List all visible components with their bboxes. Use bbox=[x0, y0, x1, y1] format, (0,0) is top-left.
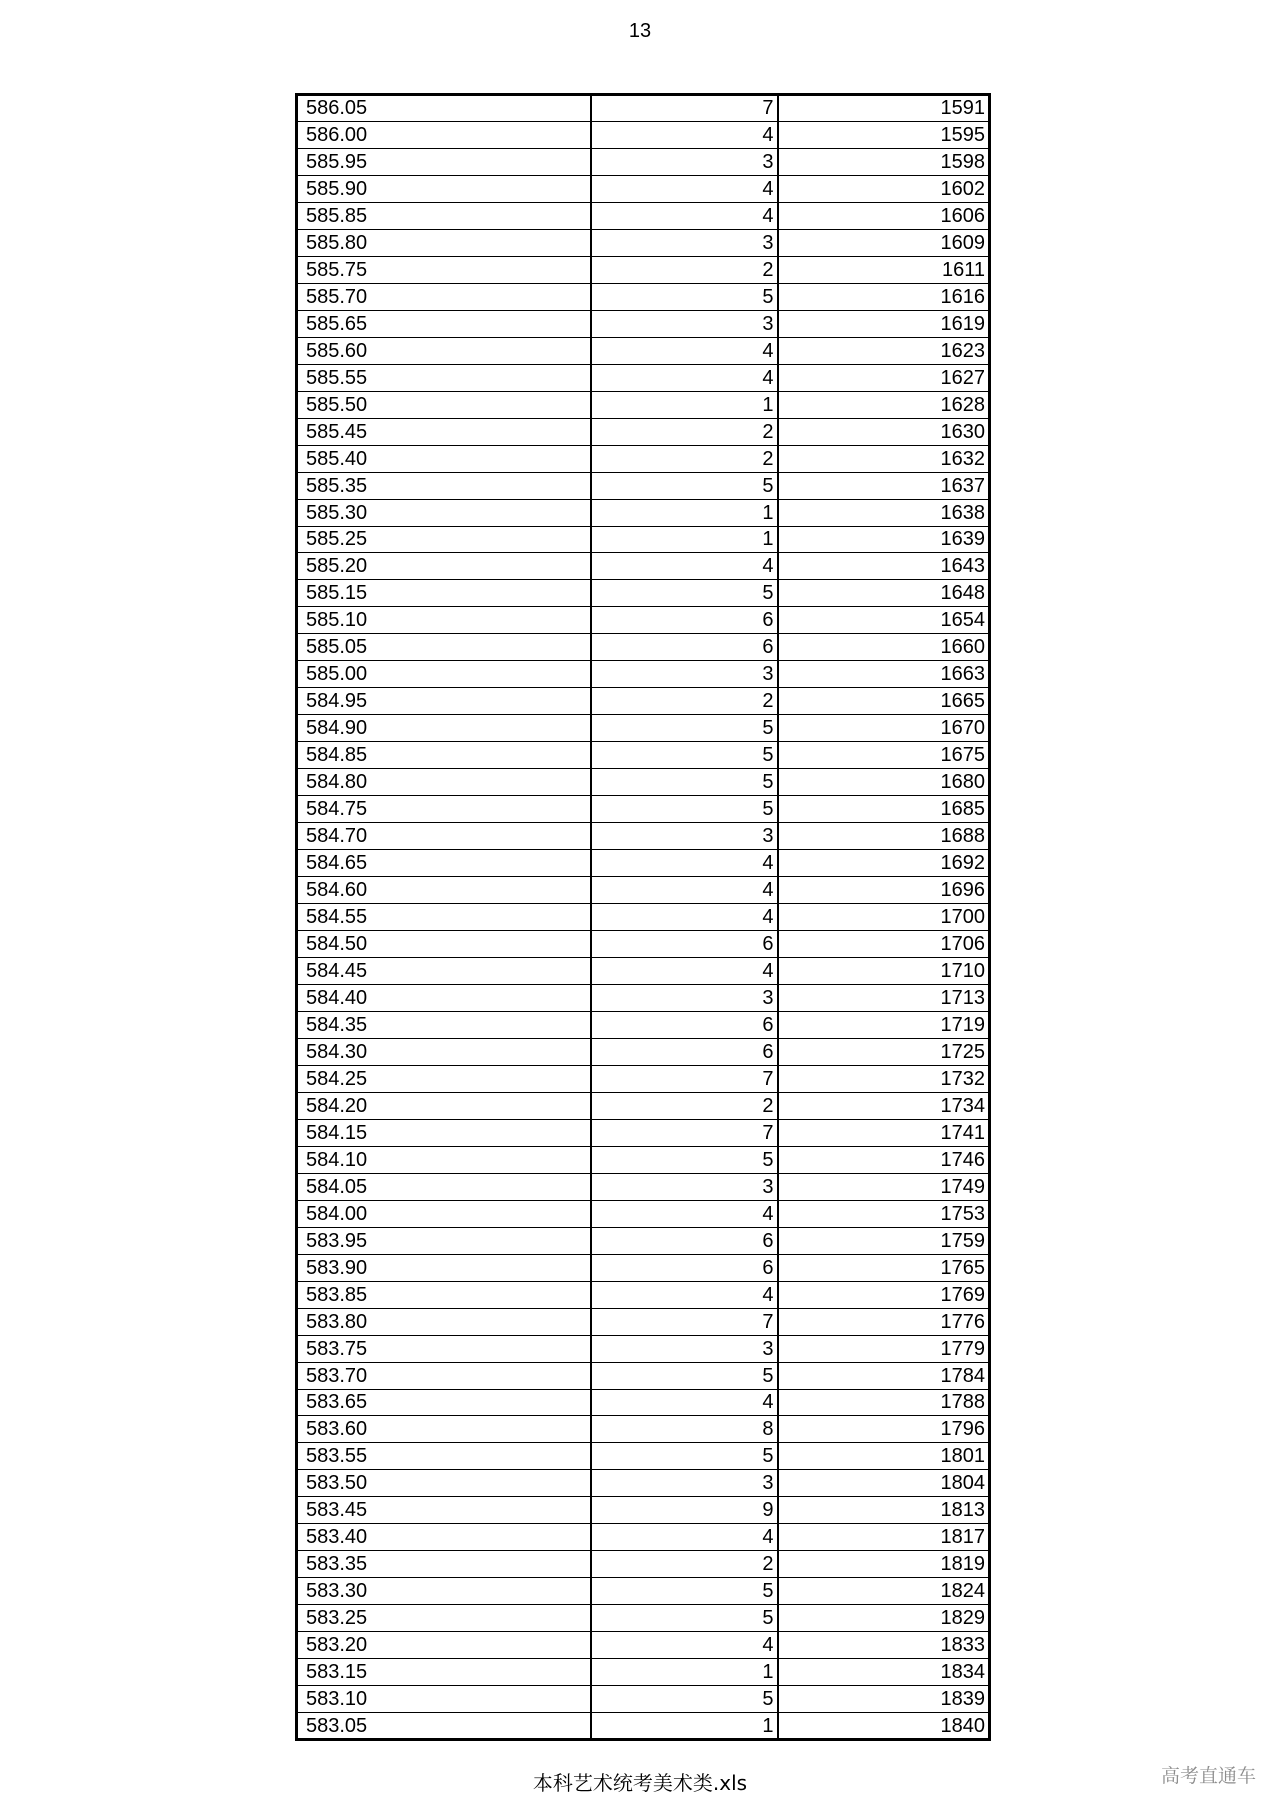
count-cell: 6 bbox=[591, 931, 778, 958]
count-cell: 1 bbox=[591, 1659, 778, 1686]
table-row bbox=[297, 1470, 990, 1497]
table-row bbox=[297, 95, 990, 122]
score-cell: 584.15 bbox=[297, 1119, 591, 1146]
cumulative-count-cell: 1801 bbox=[778, 1443, 990, 1470]
score-cell: 583.55 bbox=[297, 1443, 591, 1470]
score-cell: 585.50 bbox=[297, 391, 591, 418]
cumulative-count-cell: 1602 bbox=[778, 175, 990, 202]
table-row bbox=[297, 121, 990, 148]
cumulative-count-cell: 1627 bbox=[778, 364, 990, 391]
count-cell: 5 bbox=[591, 1686, 778, 1713]
score-cell: 584.50 bbox=[297, 931, 591, 958]
table-row bbox=[297, 607, 990, 634]
cumulative-count-cell: 1746 bbox=[778, 1146, 990, 1173]
count-cell: 5 bbox=[591, 283, 778, 310]
count-cell: 5 bbox=[591, 1578, 778, 1605]
count-cell: 4 bbox=[591, 850, 778, 877]
table-row bbox=[297, 364, 990, 391]
cumulative-count-cell: 1819 bbox=[778, 1551, 990, 1578]
count-cell: 1 bbox=[591, 526, 778, 553]
cumulative-count-cell: 1741 bbox=[778, 1119, 990, 1146]
score-distribution-table bbox=[295, 93, 991, 1741]
table-row bbox=[297, 1659, 990, 1686]
table-row bbox=[297, 418, 990, 445]
score-cell: 585.55 bbox=[297, 364, 591, 391]
count-cell: 2 bbox=[591, 1551, 778, 1578]
count-cell: 1 bbox=[591, 391, 778, 418]
count-cell: 2 bbox=[591, 256, 778, 283]
cumulative-count-cell: 1675 bbox=[778, 742, 990, 769]
score-cell: 584.00 bbox=[297, 1200, 591, 1227]
count-cell: 5 bbox=[591, 742, 778, 769]
score-cell: 583.30 bbox=[297, 1578, 591, 1605]
cumulative-count-cell: 1833 bbox=[778, 1632, 990, 1659]
score-cell: 585.15 bbox=[297, 580, 591, 607]
cumulative-count-cell: 1779 bbox=[778, 1335, 990, 1362]
score-cell: 583.75 bbox=[297, 1335, 591, 1362]
cumulative-count-cell: 1598 bbox=[778, 148, 990, 175]
count-cell: 2 bbox=[591, 1092, 778, 1119]
score-cell: 584.20 bbox=[297, 1092, 591, 1119]
table-row bbox=[297, 337, 990, 364]
table-row bbox=[297, 175, 990, 202]
table-row bbox=[297, 499, 990, 526]
count-cell: 5 bbox=[591, 796, 778, 823]
score-cell: 584.25 bbox=[297, 1065, 591, 1092]
score-cell: 583.95 bbox=[297, 1227, 591, 1254]
count-cell: 9 bbox=[591, 1497, 778, 1524]
cumulative-count-cell: 1776 bbox=[778, 1308, 990, 1335]
cumulative-count-cell: 1628 bbox=[778, 391, 990, 418]
score-cell: 585.75 bbox=[297, 256, 591, 283]
cumulative-count-cell: 1710 bbox=[778, 958, 990, 985]
table-row bbox=[297, 1335, 990, 1362]
cumulative-count-cell: 1713 bbox=[778, 984, 990, 1011]
score-cell: 585.45 bbox=[297, 418, 591, 445]
count-cell: 8 bbox=[591, 1416, 778, 1443]
score-cell: 583.80 bbox=[297, 1308, 591, 1335]
count-cell: 5 bbox=[591, 1362, 778, 1389]
score-cell: 583.25 bbox=[297, 1605, 591, 1632]
count-cell: 4 bbox=[591, 1389, 778, 1416]
cumulative-count-cell: 1759 bbox=[778, 1227, 990, 1254]
cumulative-count-cell: 1665 bbox=[778, 688, 990, 715]
count-cell: 4 bbox=[591, 1200, 778, 1227]
count-cell: 3 bbox=[591, 1173, 778, 1200]
table-row bbox=[297, 202, 990, 229]
table-row bbox=[297, 1254, 990, 1281]
score-cell: 584.85 bbox=[297, 742, 591, 769]
score-cell: 586.00 bbox=[297, 121, 591, 148]
table-row bbox=[297, 256, 990, 283]
cumulative-count-cell: 1609 bbox=[778, 229, 990, 256]
cumulative-count-cell: 1700 bbox=[778, 904, 990, 931]
count-cell: 3 bbox=[591, 1335, 778, 1362]
count-cell: 1 bbox=[591, 499, 778, 526]
score-cell: 584.75 bbox=[297, 796, 591, 823]
table-row bbox=[297, 1227, 990, 1254]
score-cell: 584.55 bbox=[297, 904, 591, 931]
score-cell: 585.90 bbox=[297, 175, 591, 202]
score-cell: 584.45 bbox=[297, 958, 591, 985]
count-cell: 4 bbox=[591, 958, 778, 985]
table-row bbox=[297, 1038, 990, 1065]
score-cell: 583.60 bbox=[297, 1416, 591, 1443]
score-cell: 583.85 bbox=[297, 1281, 591, 1308]
count-cell: 3 bbox=[591, 823, 778, 850]
table-row bbox=[297, 1632, 990, 1659]
table-row bbox=[297, 634, 990, 661]
page-number: 13 bbox=[628, 20, 652, 42]
score-cell: 585.85 bbox=[297, 202, 591, 229]
score-cell: 584.90 bbox=[297, 715, 591, 742]
table-row bbox=[297, 904, 990, 931]
table-row bbox=[297, 769, 990, 796]
cumulative-count-cell: 1706 bbox=[778, 931, 990, 958]
score-cell: 583.40 bbox=[297, 1524, 591, 1551]
table-row bbox=[297, 796, 990, 823]
table-row bbox=[297, 229, 990, 256]
score-cell: 583.15 bbox=[297, 1659, 591, 1686]
table-row bbox=[297, 1713, 990, 1740]
score-cell: 584.70 bbox=[297, 823, 591, 850]
score-cell: 584.40 bbox=[297, 984, 591, 1011]
score-cell: 584.80 bbox=[297, 769, 591, 796]
table-row bbox=[297, 931, 990, 958]
score-cell: 585.80 bbox=[297, 229, 591, 256]
cumulative-count-cell: 1670 bbox=[778, 715, 990, 742]
cumulative-count-cell: 1839 bbox=[778, 1686, 990, 1713]
table-row bbox=[297, 472, 990, 499]
table-row bbox=[297, 283, 990, 310]
cumulative-count-cell: 1824 bbox=[778, 1578, 990, 1605]
cumulative-count-cell: 1829 bbox=[778, 1605, 990, 1632]
count-cell: 4 bbox=[591, 364, 778, 391]
table-row bbox=[297, 1065, 990, 1092]
score-cell: 583.05 bbox=[297, 1713, 591, 1740]
cumulative-count-cell: 1840 bbox=[778, 1713, 990, 1740]
count-cell: 5 bbox=[591, 715, 778, 742]
cumulative-count-cell: 1616 bbox=[778, 283, 990, 310]
table-row bbox=[297, 742, 990, 769]
cumulative-count-cell: 1725 bbox=[778, 1038, 990, 1065]
cumulative-count-cell: 1834 bbox=[778, 1659, 990, 1686]
score-cell: 585.20 bbox=[297, 553, 591, 580]
cumulative-count-cell: 1680 bbox=[778, 769, 990, 796]
score-cell: 583.70 bbox=[297, 1362, 591, 1389]
table-row bbox=[297, 688, 990, 715]
count-cell: 2 bbox=[591, 418, 778, 445]
score-cell: 583.20 bbox=[297, 1632, 591, 1659]
table-row bbox=[297, 1497, 990, 1524]
count-cell: 7 bbox=[591, 1308, 778, 1335]
score-cell: 583.35 bbox=[297, 1551, 591, 1578]
score-cell: 584.95 bbox=[297, 688, 591, 715]
count-cell: 3 bbox=[591, 310, 778, 337]
count-cell: 7 bbox=[591, 95, 778, 122]
count-cell: 5 bbox=[591, 1146, 778, 1173]
cumulative-count-cell: 1639 bbox=[778, 526, 990, 553]
cumulative-count-cell: 1813 bbox=[778, 1497, 990, 1524]
watermark: 高考直通车 bbox=[1160, 1765, 1256, 1787]
count-cell: 2 bbox=[591, 688, 778, 715]
score-cell: 584.60 bbox=[297, 877, 591, 904]
cumulative-count-cell: 1663 bbox=[778, 661, 990, 688]
cumulative-count-cell: 1606 bbox=[778, 202, 990, 229]
count-cell: 3 bbox=[591, 148, 778, 175]
count-cell: 4 bbox=[591, 1524, 778, 1551]
count-cell: 4 bbox=[591, 1281, 778, 1308]
table-row bbox=[297, 1011, 990, 1038]
count-cell: 6 bbox=[591, 1227, 778, 1254]
table-row bbox=[297, 958, 990, 985]
table-row bbox=[297, 553, 990, 580]
cumulative-count-cell: 1595 bbox=[778, 121, 990, 148]
score-cell: 583.90 bbox=[297, 1254, 591, 1281]
table-row bbox=[297, 984, 990, 1011]
table-row bbox=[297, 1281, 990, 1308]
table-row bbox=[297, 1200, 990, 1227]
score-cell: 583.50 bbox=[297, 1470, 591, 1497]
cumulative-count-cell: 1749 bbox=[778, 1173, 990, 1200]
count-cell: 4 bbox=[591, 121, 778, 148]
cumulative-count-cell: 1623 bbox=[778, 337, 990, 364]
count-cell: 4 bbox=[591, 202, 778, 229]
count-cell: 6 bbox=[591, 1254, 778, 1281]
score-cell: 584.35 bbox=[297, 1011, 591, 1038]
table-row bbox=[297, 445, 990, 472]
score-cell: 584.30 bbox=[297, 1038, 591, 1065]
count-cell: 5 bbox=[591, 472, 778, 499]
cumulative-count-cell: 1804 bbox=[778, 1470, 990, 1497]
score-cell: 585.00 bbox=[297, 661, 591, 688]
count-cell: 7 bbox=[591, 1119, 778, 1146]
table-row bbox=[297, 310, 990, 337]
cumulative-count-cell: 1692 bbox=[778, 850, 990, 877]
table-row bbox=[297, 715, 990, 742]
cumulative-count-cell: 1817 bbox=[778, 1524, 990, 1551]
cumulative-count-cell: 1796 bbox=[778, 1416, 990, 1443]
count-cell: 6 bbox=[591, 634, 778, 661]
table-row bbox=[297, 877, 990, 904]
cumulative-count-cell: 1660 bbox=[778, 634, 990, 661]
table-row bbox=[297, 1308, 990, 1335]
score-cell: 586.05 bbox=[297, 95, 591, 122]
score-cell: 585.05 bbox=[297, 634, 591, 661]
table-row bbox=[297, 391, 990, 418]
table-body bbox=[297, 95, 990, 1740]
count-cell: 2 bbox=[591, 445, 778, 472]
table-row bbox=[297, 1686, 990, 1713]
cumulative-count-cell: 1688 bbox=[778, 823, 990, 850]
count-cell: 6 bbox=[591, 1011, 778, 1038]
table-row bbox=[297, 661, 990, 688]
table-row bbox=[297, 1524, 990, 1551]
count-cell: 4 bbox=[591, 877, 778, 904]
cumulative-count-cell: 1630 bbox=[778, 418, 990, 445]
count-cell: 6 bbox=[591, 1038, 778, 1065]
cumulative-count-cell: 1719 bbox=[778, 1011, 990, 1038]
cumulative-count-cell: 1734 bbox=[778, 1092, 990, 1119]
cumulative-count-cell: 1788 bbox=[778, 1389, 990, 1416]
table-row bbox=[297, 1092, 990, 1119]
score-cell: 585.65 bbox=[297, 310, 591, 337]
score-cell: 585.25 bbox=[297, 526, 591, 553]
score-cell: 583.65 bbox=[297, 1389, 591, 1416]
table-row bbox=[297, 823, 990, 850]
count-cell: 3 bbox=[591, 984, 778, 1011]
cumulative-count-cell: 1685 bbox=[778, 796, 990, 823]
footer-filename: 本科艺术统考美术类.xls bbox=[532, 1771, 748, 1795]
count-cell: 1 bbox=[591, 1713, 778, 1740]
score-cell: 585.60 bbox=[297, 337, 591, 364]
table-row bbox=[297, 580, 990, 607]
score-cell: 584.10 bbox=[297, 1146, 591, 1173]
score-cell: 584.05 bbox=[297, 1173, 591, 1200]
count-cell: 3 bbox=[591, 661, 778, 688]
table-row bbox=[297, 526, 990, 553]
table-row bbox=[297, 850, 990, 877]
cumulative-count-cell: 1696 bbox=[778, 877, 990, 904]
count-cell: 3 bbox=[591, 1470, 778, 1497]
cumulative-count-cell: 1784 bbox=[778, 1362, 990, 1389]
table-row bbox=[297, 1119, 990, 1146]
count-cell: 5 bbox=[591, 769, 778, 796]
count-cell: 5 bbox=[591, 1605, 778, 1632]
score-cell: 583.45 bbox=[297, 1497, 591, 1524]
cumulative-count-cell: 1753 bbox=[778, 1200, 990, 1227]
cumulative-count-cell: 1732 bbox=[778, 1065, 990, 1092]
cumulative-count-cell: 1769 bbox=[778, 1281, 990, 1308]
table-row bbox=[297, 148, 990, 175]
score-cell: 585.10 bbox=[297, 607, 591, 634]
table-row bbox=[297, 1362, 990, 1389]
cumulative-count-cell: 1632 bbox=[778, 445, 990, 472]
table-row bbox=[297, 1416, 990, 1443]
cumulative-count-cell: 1654 bbox=[778, 607, 990, 634]
count-cell: 4 bbox=[591, 337, 778, 364]
count-cell: 6 bbox=[591, 607, 778, 634]
score-cell: 585.40 bbox=[297, 445, 591, 472]
table-row bbox=[297, 1605, 990, 1632]
cumulative-count-cell: 1643 bbox=[778, 553, 990, 580]
score-cell: 584.65 bbox=[297, 850, 591, 877]
count-cell: 4 bbox=[591, 904, 778, 931]
cumulative-count-cell: 1648 bbox=[778, 580, 990, 607]
count-cell: 4 bbox=[591, 175, 778, 202]
score-cell: 585.70 bbox=[297, 283, 591, 310]
score-cell: 583.10 bbox=[297, 1686, 591, 1713]
cumulative-count-cell: 1611 bbox=[778, 256, 990, 283]
table-row bbox=[297, 1146, 990, 1173]
table-row bbox=[297, 1389, 990, 1416]
count-cell: 4 bbox=[591, 1632, 778, 1659]
table-row bbox=[297, 1578, 990, 1605]
count-cell: 3 bbox=[591, 229, 778, 256]
count-cell: 5 bbox=[591, 580, 778, 607]
cumulative-count-cell: 1765 bbox=[778, 1254, 990, 1281]
table-row bbox=[297, 1173, 990, 1200]
score-cell: 585.35 bbox=[297, 472, 591, 499]
cumulative-count-cell: 1637 bbox=[778, 472, 990, 499]
score-cell: 585.95 bbox=[297, 148, 591, 175]
cumulative-count-cell: 1591 bbox=[778, 95, 990, 122]
cumulative-count-cell: 1638 bbox=[778, 499, 990, 526]
table-row bbox=[297, 1551, 990, 1578]
table-row bbox=[297, 1443, 990, 1470]
cumulative-count-cell: 1619 bbox=[778, 310, 990, 337]
count-cell: 4 bbox=[591, 553, 778, 580]
count-cell: 7 bbox=[591, 1065, 778, 1092]
score-cell: 585.30 bbox=[297, 499, 591, 526]
count-cell: 5 bbox=[591, 1443, 778, 1470]
